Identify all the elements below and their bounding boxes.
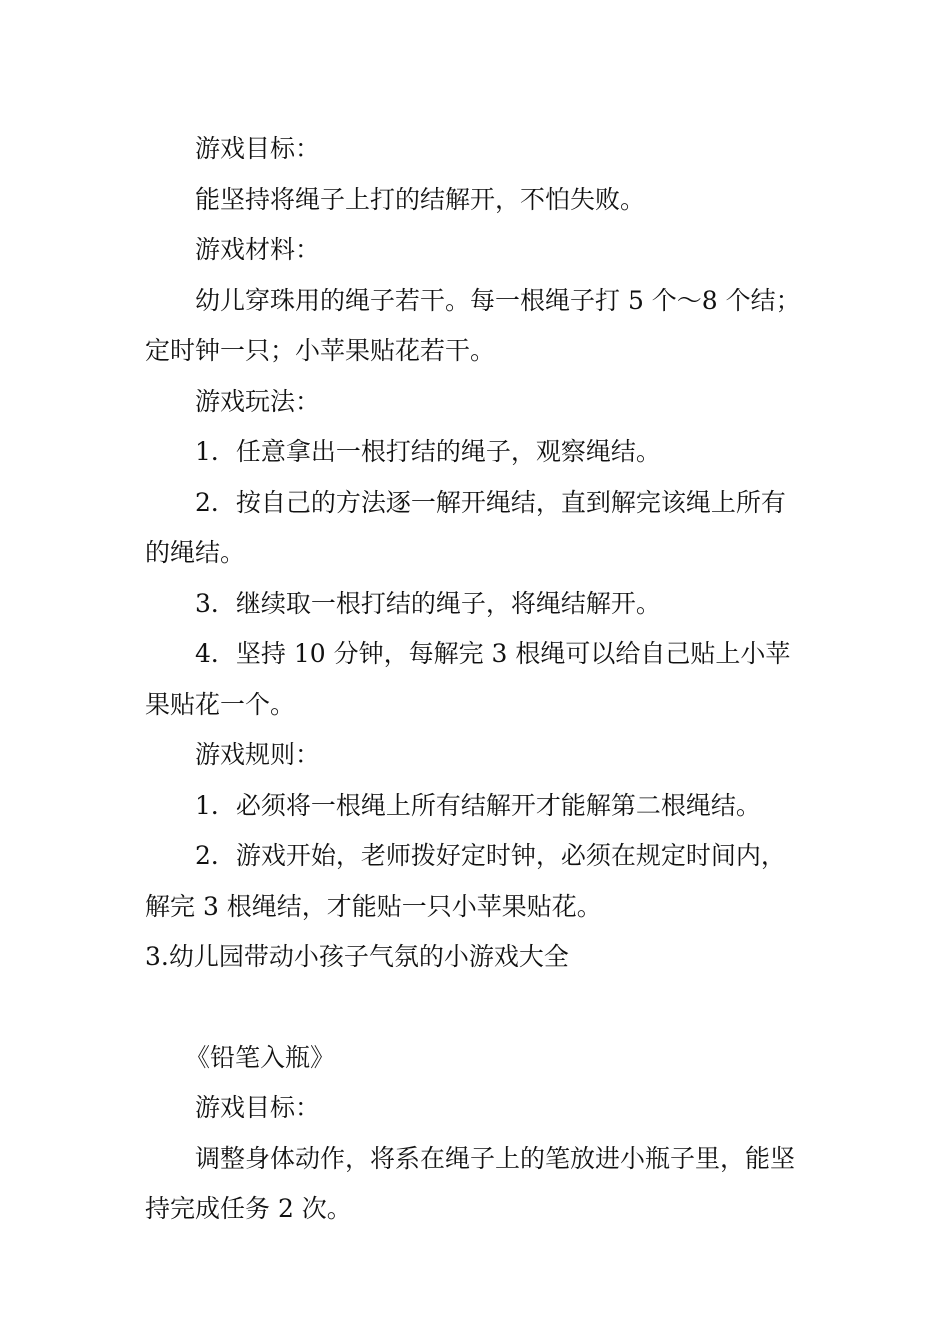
section-title: 3.幼儿园带动小孩子气氛的小游戏大全	[145, 942, 569, 971]
heading-game-rules: 游戏规则：	[195, 740, 321, 769]
play-step-3: 3．继续取一根打结的绳子，将绳结解开。	[195, 588, 661, 618]
rule-1: 1．必须将一根绳上所有结解开才能解第二根绳结。	[195, 790, 761, 820]
play-step-2: 2．按自己的方法逐一解开绳结，直到解完该绳上所有的绳结。	[145, 487, 786, 567]
heading-game-goal-2: 游戏目标：	[195, 1093, 321, 1122]
game-title: 《铅笔入瓶》	[185, 1042, 336, 1072]
rule-2: 2．游戏开始，老师拨好定时钟，必须在规定时间内，解完 3 根绳结，才能贴一只小苹果贴花。	[145, 841, 786, 921]
play-step-4: 4．坚持 10 分钟，每解完 3 根绳可以给自己贴上小苹果贴花一个。	[145, 639, 791, 719]
play-step-1: 1．任意拿出一根打结的绳子，观察绳结。	[195, 437, 661, 466]
paragraph-materials-text: 幼儿穿珠用的绳子若干。每一根绳子打 5 个～8 个结；定时钟一只；小苹果贴花若干。	[145, 285, 801, 365]
paragraph-goal-text: 能坚持将绳子上打的结解开，不怕失败。	[195, 184, 646, 214]
heading-game-materials: 游戏材料：	[195, 235, 321, 264]
blank-line	[145, 983, 810, 1033]
heading-game-goal: 游戏目标：	[195, 134, 321, 163]
document-page	[145, 124, 810, 1235]
paragraph-goal-text-2: 调整身体动作，将系在绳子上的笔放进小瓶子里，能坚持完成任务 2 次。	[145, 1143, 796, 1223]
heading-game-play: 游戏玩法：	[195, 386, 321, 416]
